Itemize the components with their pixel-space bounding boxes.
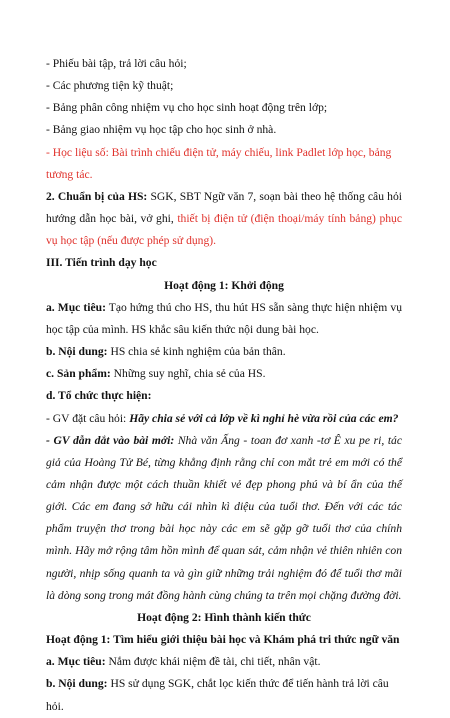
product-label: c. Sản phẩm:: [46, 367, 111, 381]
teacher-question-prefix: - GV đặt câu hỏi:: [46, 411, 130, 425]
content-2: [46, 673, 402, 717]
objective-2: [46, 651, 402, 673]
top-margin: [46, 0, 402, 53]
lesson-introduction-text: Nhà văn Ấng - toan đơ xanh -tơ Ê xu pe ri, tác giả của Hoàng Tử Bé, từng khẳng định rằng chỉ con mắt trẻ em mới có thể cảm nhận được một cách thuần khiết vẻ đẹp phong phú và bí ẩn của thế giới. Các em đang sở hữu cái nhìn kì diệu của tuổi thơ. Đến với các tác phẩm truyện thơ trong bài học này các em sẽ gặp gỡ tuổi thơ của chính mình. Hãy mở rộng tâm hồn mình để quan sát, cảm nhận vẻ thiên nhiên con người, nhịp sống quanh ta và gìn giữ những trải nghiệm đó để tuổi thơ mãi là dòng song trong mát đồng hành cùng chúng ta trên mọi chặng đường đời.: [46, 433, 402, 602]
bullet-worksheet: - Phiếu bài tập, trả lời câu hỏi;: [46, 57, 187, 70]
activity-2-subtitle: Hoạt động 1: Tìm hiểu giới thiệu bài học và Khám phá tri thức ngữ văn: [46, 633, 400, 647]
teacher-question-text: Hãy chia sẻ với cả lớp về kì nghỉ hè vừa rồi của các em?: [129, 411, 399, 425]
lesson-introduction: [46, 430, 402, 607]
content-text: HS chia sẻ kinh nghiệm của bản thân.: [107, 345, 286, 359]
objective-text: Tạo hứng thú cho HS, thu hút HS sẵn sàng thực hiện nhiệm vụ học tập của mình. HS khắc sâu kiến thức nội dung bài học.: [46, 300, 402, 336]
bullet-technical-means: - Các phương tiện kỹ thuật;: [46, 79, 174, 93]
lesson-introduction-label: - GV dẫn dắt vào bài mới:: [46, 433, 175, 447]
student-preparation-text: SGK, SBT Ngữ văn 7, soạn bài theo hệ thống câu hỏi hướng dẫn học bài, vở ghi,: [46, 189, 402, 226]
content-2-text: HS sử dụng SGK, chắt lọc kiến thức để tiến hành trả lời câu hỏi.: [46, 677, 389, 713]
objective: [46, 297, 402, 341]
objective-2-label: a. Mục tiêu:: [46, 655, 106, 669]
content: [46, 341, 402, 363]
content-label: b. Nội dung:: [46, 345, 108, 359]
organization-heading: d. Tổ chức thực hiện:: [46, 389, 152, 403]
teacher-question: [46, 408, 402, 430]
section-heading-process: III. Tiến trình dạy học: [46, 256, 157, 270]
student-preparation-devices: thiết bị điện tử (điện thoại/máy tính bảng) phục vụ học tập (nếu được phép sử dụng).: [46, 212, 402, 248]
objective-2-text: Nắm được khái niệm đề tài, chi tiết, nhân vật.: [105, 655, 321, 669]
bullet-task-assignment-class: - Bảng phân công nhiệm vụ cho học sinh hoạt động trên lớp;: [46, 101, 328, 115]
activity-2-title: Hoạt động 2: Hình thành kiến thức: [137, 610, 311, 624]
objective-label: a. Mục tiêu:: [46, 300, 106, 314]
student-preparation-label: 2. Chuẩn bị của HS:: [46, 189, 148, 203]
student-preparation: [46, 186, 402, 252]
content-2-label: b. Nội dung:: [46, 677, 108, 691]
bullet-digital-materials: - Học liệu số: Bài trình chiếu điện tử, máy chiếu, link Padlet lớp học, bảng tương tác.: [46, 145, 392, 181]
bullet-task-assignment-home: - Bảng giao nhiệm vụ học tập cho học sinh ở nhà.: [46, 123, 277, 137]
activity-1-title: Hoạt động 1: Khởi động: [164, 278, 284, 292]
product-text: Những suy nghĩ, chia sẻ của HS.: [110, 367, 266, 381]
product: [46, 363, 402, 385]
